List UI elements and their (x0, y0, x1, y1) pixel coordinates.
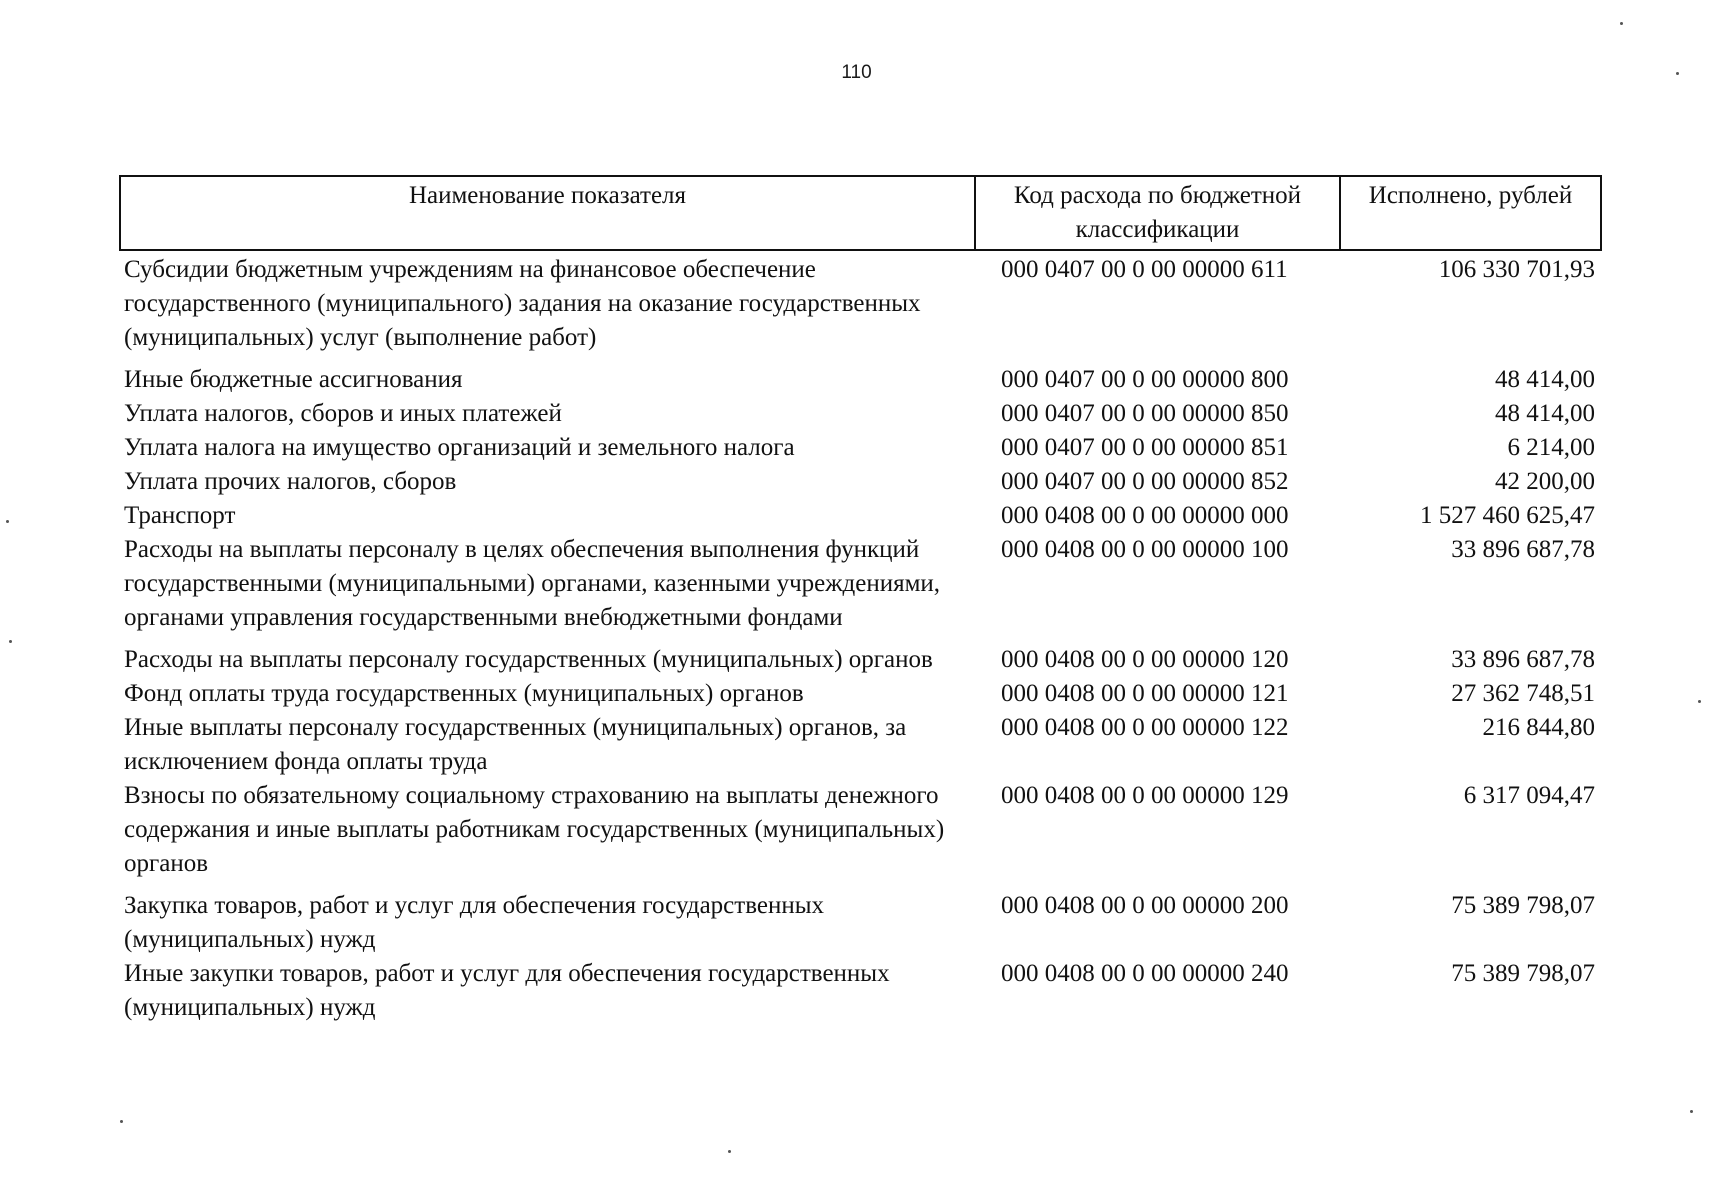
row-executed-sum: 48 414,00 (1495, 400, 1595, 427)
table-row (120, 465, 1601, 499)
row-indicator-name: Расходы на выплаты персоналу государственных (муниципальных) органов (124, 646, 933, 673)
row-executed-sum: 27 362 748,51 (1451, 680, 1595, 707)
row-executed-sum: 33 896 687,78 (1451, 536, 1595, 563)
row-indicator-name: Иные закупки товаров, работ и услуг для обеспечения государственных (муниципальных) нужд (124, 960, 890, 1021)
row-budget-code: 000 0407 00 0 00 00000 800 (1001, 366, 1289, 393)
table-row (120, 250, 1601, 363)
row-budget-code: 000 0408 00 0 00 00000 120 (1001, 646, 1289, 673)
table-row (120, 643, 1601, 677)
row-executed-sum: 33 896 687,78 (1451, 646, 1595, 673)
scan-speck (1676, 72, 1679, 75)
table-row (120, 957, 1601, 1025)
row-executed-sum: 6 317 094,47 (1463, 782, 1595, 809)
scan-speck (1690, 1110, 1693, 1113)
row-indicator-name: Фонд оплаты труда государственных (муниципальных) органов (124, 680, 804, 707)
row-indicator-name: Уплата прочих налогов, сборов (124, 468, 457, 495)
row-indicator-name: Закупка товаров, работ и услуг для обеспечения государственных (муниципальных) нужд (124, 892, 825, 953)
row-executed-sum: 1 527 460 625,47 (1420, 502, 1595, 529)
row-indicator-name: Субсидии бюджетным учреждениям на финансовое обеспечение государственного (муниципального) задания на оказание государственных (муниципальных) услуг (выполнение работ) (124, 256, 921, 351)
table-body (120, 250, 1601, 1025)
row-budget-code: 000 0408 00 0 00 00000 129 (1001, 782, 1289, 809)
scan-speck (6, 520, 9, 523)
row-indicator-name: Расходы на выплаты персоналу в целях обеспечения выполнения функций государственными (муниципальными) органами, казенными учреждениями, органами управления государственными внебюджетными фондами (124, 536, 941, 631)
row-indicator-name: Транспорт (124, 502, 236, 529)
row-indicator-name: Иные выплаты персоналу государственных (муниципальных) органов, за исключением фонда оплаты труда (124, 714, 907, 775)
header-indicator-name: Наименование показателя (120, 176, 975, 250)
row-budget-code: 000 0407 00 0 00 00000 611 (1001, 256, 1288, 283)
row-budget-code: 000 0408 00 0 00 00000 240 (1001, 960, 1289, 987)
table-row (120, 431, 1601, 465)
row-executed-sum: 42 200,00 (1495, 468, 1595, 495)
row-budget-code: 000 0408 00 0 00 00000 121 (1001, 680, 1289, 707)
row-executed-sum: 106 330 701,93 (1438, 256, 1595, 283)
table-header (120, 176, 1601, 250)
scan-speck (1620, 22, 1623, 25)
table-row (120, 363, 1601, 397)
row-indicator-name: Уплата налогов, сборов и иных платежей (124, 400, 562, 427)
table-row (120, 779, 1601, 889)
scan-speck (728, 1150, 731, 1153)
row-budget-code: 000 0408 00 0 00 00000 000 (1001, 502, 1289, 529)
row-budget-code: 000 0408 00 0 00 00000 100 (1001, 536, 1289, 563)
row-budget-code: 000 0408 00 0 00 00000 122 (1001, 714, 1289, 741)
row-indicator-name: Взносы по обязательному социальному страхованию на выплаты денежного содержания и иные выплаты работникам государственных (муниципальных) органов (124, 782, 945, 877)
table-row (120, 677, 1601, 711)
table-header-row (120, 176, 1601, 250)
expense-table (119, 175, 1602, 1025)
row-indicator-name: Уплата налога на имущество организаций и земельного налога (124, 434, 795, 461)
scan-speck (120, 1120, 123, 1123)
row-executed-sum: 6 214,00 (1507, 434, 1595, 461)
header-executed-sum: Исполнено, рублей (1340, 176, 1601, 250)
scan-speck (9, 640, 12, 643)
scan-speck (1698, 700, 1701, 703)
page-number: 110 (841, 62, 872, 83)
table-row (120, 533, 1601, 643)
table-row (120, 889, 1601, 957)
row-budget-code: 000 0407 00 0 00 00000 850 (1001, 400, 1289, 427)
row-budget-code: 000 0407 00 0 00 00000 851 (1001, 434, 1289, 461)
header-budget-code: Код расхода по бюджетной классификации (975, 176, 1340, 250)
row-executed-sum: 48 414,00 (1495, 366, 1595, 393)
row-budget-code: 000 0407 00 0 00 00000 852 (1001, 468, 1289, 495)
row-executed-sum: 75 389 798,07 (1451, 960, 1595, 987)
row-indicator-name: Иные бюджетные ассигнования (124, 366, 463, 393)
row-budget-code: 000 0408 00 0 00 00000 200 (1001, 892, 1289, 919)
table-row (120, 499, 1601, 533)
table-row (120, 397, 1601, 431)
row-executed-sum: 216 844,80 (1482, 714, 1595, 741)
table-row (120, 711, 1601, 779)
row-executed-sum: 75 389 798,07 (1451, 892, 1595, 919)
